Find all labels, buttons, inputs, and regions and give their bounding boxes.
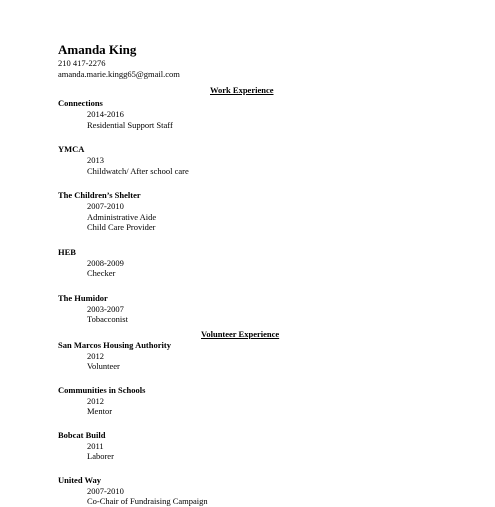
- volunteer-entry-org: Bobcat Build: [58, 429, 106, 440]
- volunteer-entry-role: Mentor: [87, 406, 113, 416]
- email-address: amanda.marie.kingg65@gmail.com: [58, 69, 180, 79]
- phone-number: 210 417-2276: [58, 58, 106, 68]
- volunteer-entry: [58, 385, 438, 417]
- volunteer-entry-role: Laborer: [87, 451, 114, 461]
- work-entry-org: HEB: [58, 246, 76, 257]
- volunteer-experience-heading: Volunteer Experience: [201, 328, 280, 339]
- work-entry: [58, 247, 438, 279]
- volunteer-entry-dates: 2012: [87, 395, 104, 406]
- work-entry: [58, 144, 438, 176]
- work-entry-role: Checker: [87, 268, 116, 278]
- work-entry-org: YMCA: [58, 144, 85, 154]
- volunteer-entry-role: Co-Chair of Fundraising Campaign: [87, 496, 208, 506]
- volunteer-entry-org: San Marcos Housing Authority: [58, 339, 171, 350]
- volunteer-entry: [58, 340, 438, 372]
- work-entry-role: Administrative Aide: [87, 211, 157, 222]
- resume-page: [58, 42, 438, 507]
- work-entry-role: Childwatch/ After school care: [87, 165, 189, 176]
- volunteer-entry-dates: 2011: [87, 440, 104, 451]
- volunteer-entry-org: Communities in Schools: [58, 384, 146, 395]
- work-entry-dates: 2007-2010: [87, 201, 124, 211]
- applicant-name: Amanda King: [58, 42, 137, 57]
- work-experience-heading: Work Experience: [210, 85, 274, 95]
- work-entry-dates: 2013: [87, 155, 104, 165]
- volunteer-entry-org: United Way: [58, 474, 102, 485]
- work-entry: [58, 190, 438, 233]
- volunteer-entry: [58, 475, 438, 507]
- work-entry-dates: 2008-2009: [87, 257, 124, 268]
- work-entry-dates: 2003-2007: [87, 303, 124, 314]
- work-entry: [58, 293, 438, 325]
- work-entry-dates: 2014-2016: [87, 109, 124, 119]
- work-entry-role: Tobacconist: [87, 314, 128, 324]
- work-entry-role: Child Care Provider: [87, 222, 156, 232]
- volunteer-entry-role: Volunteer: [87, 361, 120, 371]
- work-entry-role: Residential Support Staff: [87, 119, 173, 130]
- work-entry: [58, 98, 438, 130]
- work-entry-org: The Children’s Shelter: [58, 190, 141, 200]
- volunteer-entry-dates: 2012: [87, 350, 104, 361]
- volunteer-entry: [58, 430, 438, 462]
- work-entry-org: Connections: [58, 98, 103, 108]
- volunteer-entry-dates: 2007-2010: [87, 485, 124, 496]
- work-entry-org: The Humidor: [58, 292, 108, 303]
